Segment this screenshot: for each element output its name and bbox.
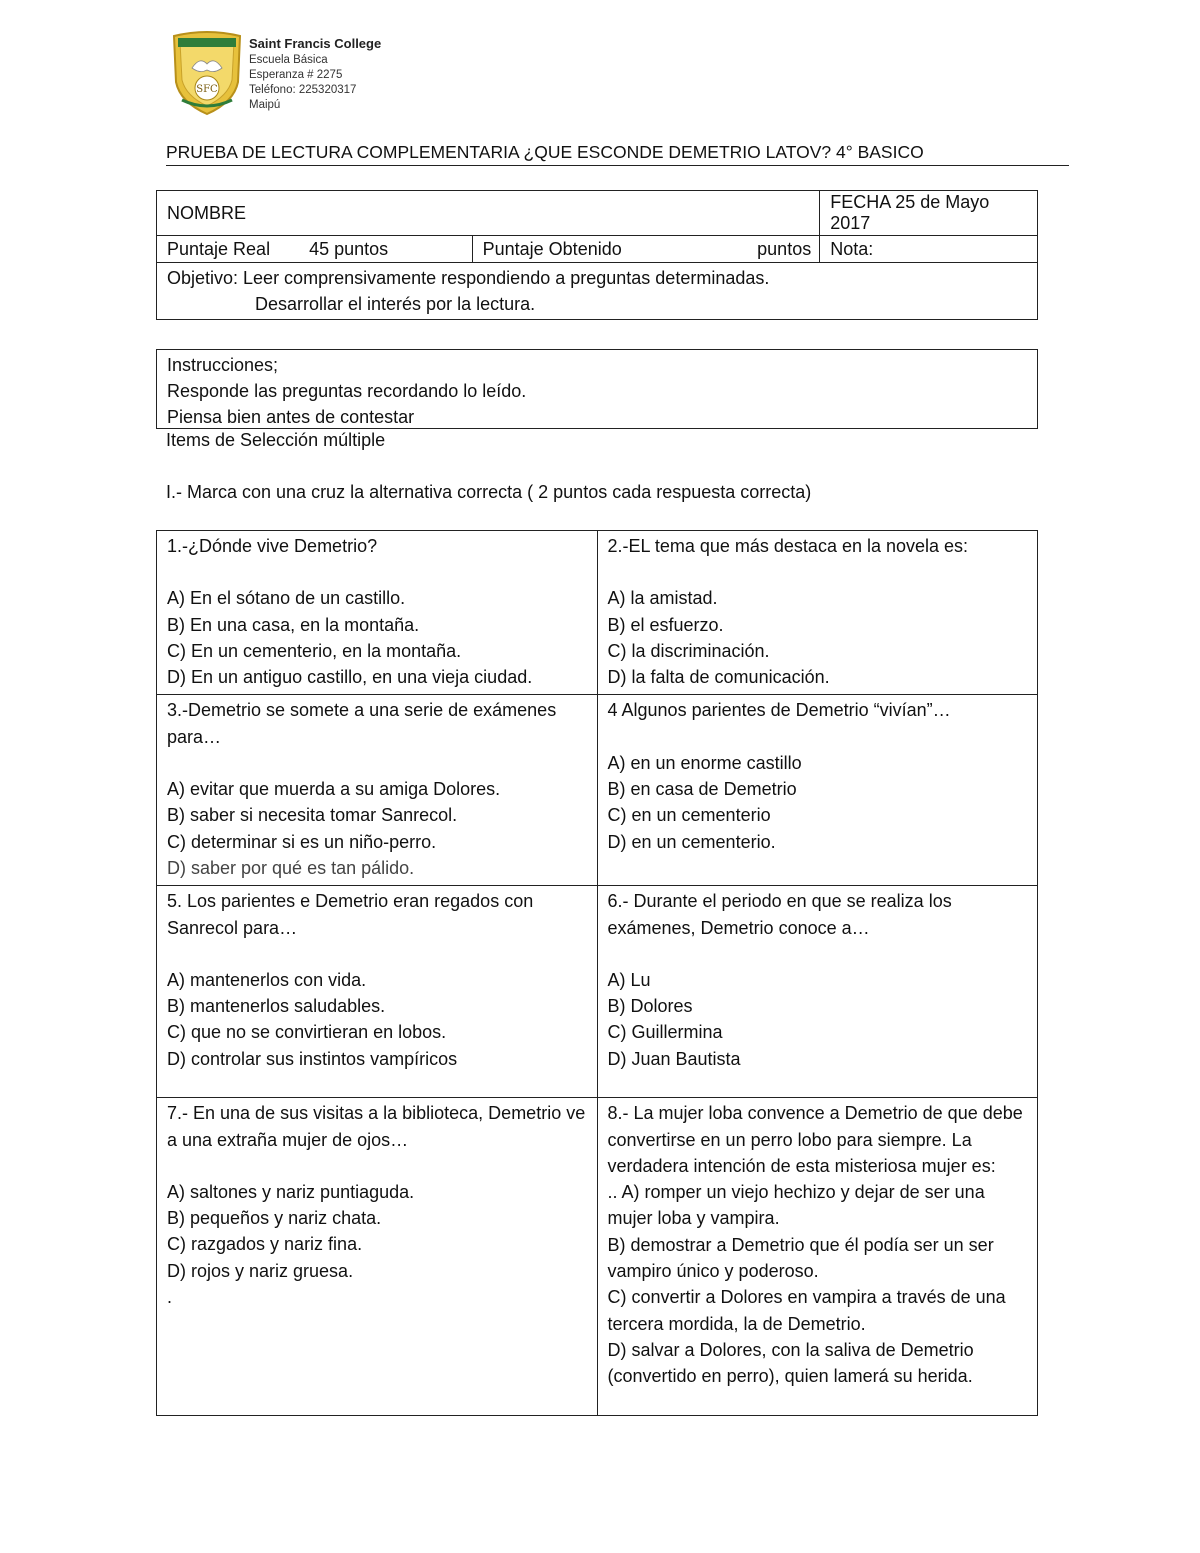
school-line-4: Maipú	[249, 99, 281, 111]
question-cell-6	[597, 886, 1038, 1098]
question-text: 3.-Demetrio se somete a una serie de exámenes para…	[167, 700, 557, 747]
option-b[interactable]: B) saber si necesita tomar Sanrecol.	[167, 805, 458, 826]
trailing-mark: .	[167, 1287, 173, 1308]
option-d[interactable]: D) Juan Bautista	[607, 1048, 741, 1069]
option-c[interactable]: C) que no se convirtieran en lobos.	[167, 1022, 447, 1043]
option-d[interactable]: D) rojos y nariz gruesa.	[167, 1260, 354, 1281]
puntaje-real-cell	[157, 236, 473, 263]
question-text: 2.-EL tema que más destaca en la novela es:	[607, 536, 969, 556]
puntaje-real-value: 45 puntos	[309, 238, 389, 259]
question-text: 8.- La mujer loba convence a Demetrio de que debe convertirse en un perro lobo para siempre. La verdadera intención de esta misteriosa mujer es:	[607, 1103, 1023, 1176]
option-c[interactable]: C) Guillermina	[607, 1022, 723, 1043]
option-a[interactable]: A) en un enorme castillo	[607, 752, 802, 773]
objetivo-line-2: Desarrollar el interés por la lectura.	[255, 294, 536, 314]
items-title: Items de Selección múltiple	[166, 430, 386, 450]
nota-field[interactable]: Nota:	[820, 236, 1038, 263]
instructions-box	[156, 349, 1038, 429]
questions-table	[156, 530, 1038, 1416]
option-b[interactable]: B) Dolores	[607, 996, 693, 1017]
instructions-line-1: Responde las preguntas recordando lo leído.	[167, 381, 527, 401]
option-c[interactable]: C) En un cementerio, en la montaña.	[167, 640, 462, 661]
option-d[interactable]: D) saber por qué es tan pálido.	[167, 857, 415, 878]
option-b[interactable]: B) en casa de Demetrio	[607, 779, 797, 800]
option-b[interactable]: B) el esfuerzo.	[607, 614, 724, 635]
option-b[interactable]: B) En una casa, en la montaña.	[167, 614, 420, 635]
objetivo-line-1: Objetivo: Leer comprensivamente respondiendo a preguntas determinadas.	[167, 268, 770, 288]
question-cell-8	[597, 1098, 1038, 1416]
option-d[interactable]: D) controlar sus instintos vampíricos	[167, 1048, 458, 1069]
option-a[interactable]: A) Lu	[607, 969, 651, 990]
option-a[interactable]: A) la amistad.	[607, 588, 718, 609]
objetivo-cell	[157, 263, 1038, 320]
option-d[interactable]: D) en un cementerio.	[607, 831, 776, 852]
option-b[interactable]: B) demostrar a Demetrio que él podía ser un ser vampiro único y poderoso.	[607, 1234, 994, 1282]
question-text: 6.- Durante el periodo en que se realiza los exámenes, Demetrio conoce a…	[607, 891, 952, 938]
question-text: 7.- En una de sus visitas a la biblioteca, Demetrio ve a una extraña mujer de ojos…	[167, 1103, 586, 1150]
instructions-heading: Instrucciones;	[167, 355, 279, 375]
option-d[interactable]: D) En un antiguo castillo, en una vieja ciudad.	[167, 667, 533, 688]
school-logo-icon	[170, 30, 244, 116]
option-d[interactable]: D) salvar a Dolores, con la saliva de Demetrio (convertido en perro), quien lamerá su herida.	[607, 1339, 974, 1387]
puntaje-real-label: Puntaje Real	[167, 238, 271, 259]
option-c[interactable]: C) convertir a Dolores en vampira a través de una tercera mordida, la de Demetrio.	[607, 1287, 1006, 1334]
question-text: 5. Los parientes e Demetrio eran regados con Sanrecol para…	[167, 891, 534, 938]
question-cell-1	[157, 531, 598, 695]
school-name: Saint Francis College	[249, 36, 382, 51]
option-a[interactable]: .. A) romper un viejo hechizo y dejar de ser una mujer loba y vampira.	[607, 1182, 985, 1229]
option-a[interactable]: A) mantenerlos con vida.	[167, 969, 367, 990]
school-line-1: Escuela Básica	[249, 54, 328, 66]
puntaje-obtenido-cell[interactable]	[472, 236, 820, 263]
option-a[interactable]: A) evitar que muerda a su amiga Dolores.	[167, 779, 501, 800]
option-b[interactable]: B) pequeños y nariz chata.	[167, 1208, 382, 1229]
question-cell-7	[157, 1098, 598, 1416]
svg-text:SFC: SFC	[196, 84, 218, 95]
question-cell-2	[597, 531, 1038, 695]
section-heading: I.- Marca con una cruz la alternativa correcta ( 2 puntos cada respuesta correcta)	[166, 482, 812, 502]
school-line-3: Teléfono: 225320317	[249, 84, 357, 96]
question-text: 4 Algunos parientes de Demetrio “vivían”…	[607, 700, 951, 721]
nombre-field[interactable]: NOMBRE	[157, 191, 820, 236]
question-text: 1.-¿Dónde vive Demetrio?	[167, 536, 378, 556]
option-a[interactable]: A) saltones y nariz puntiaguda.	[167, 1181, 415, 1202]
puntos-label: puntos	[757, 238, 812, 259]
info-table	[156, 190, 1038, 320]
school-line-2: Esperanza # 2275	[249, 69, 343, 81]
school-info	[249, 36, 381, 113]
instructions-line-2: Piensa bien antes de contestar	[167, 407, 415, 427]
question-cell-4	[597, 695, 1038, 886]
puntaje-obtenido-label: Puntaje Obtenido	[482, 238, 622, 259]
option-c[interactable]: C) la discriminación.	[607, 640, 770, 661]
question-cell-3	[157, 695, 598, 886]
option-c[interactable]: C) razgados y nariz fina.	[167, 1234, 363, 1255]
question-cell-5	[157, 886, 598, 1098]
page-title: PRUEBA DE LECTURA COMPLEMENTARIA ¿QUE ESCONDE DEMETRIO LATOV? 4° BASICO	[166, 142, 1069, 166]
fecha-field: FECHA 25 de Mayo 2017	[820, 191, 1038, 236]
option-c[interactable]: C) determinar si es un niño-perro.	[167, 831, 437, 852]
option-c[interactable]: C) en un cementerio	[607, 805, 771, 826]
option-a[interactable]: A) En el sótano de un castillo.	[167, 588, 406, 609]
option-d[interactable]: D) la falta de comunicación.	[607, 667, 830, 688]
option-b[interactable]: B) mantenerlos saludables.	[167, 996, 386, 1017]
